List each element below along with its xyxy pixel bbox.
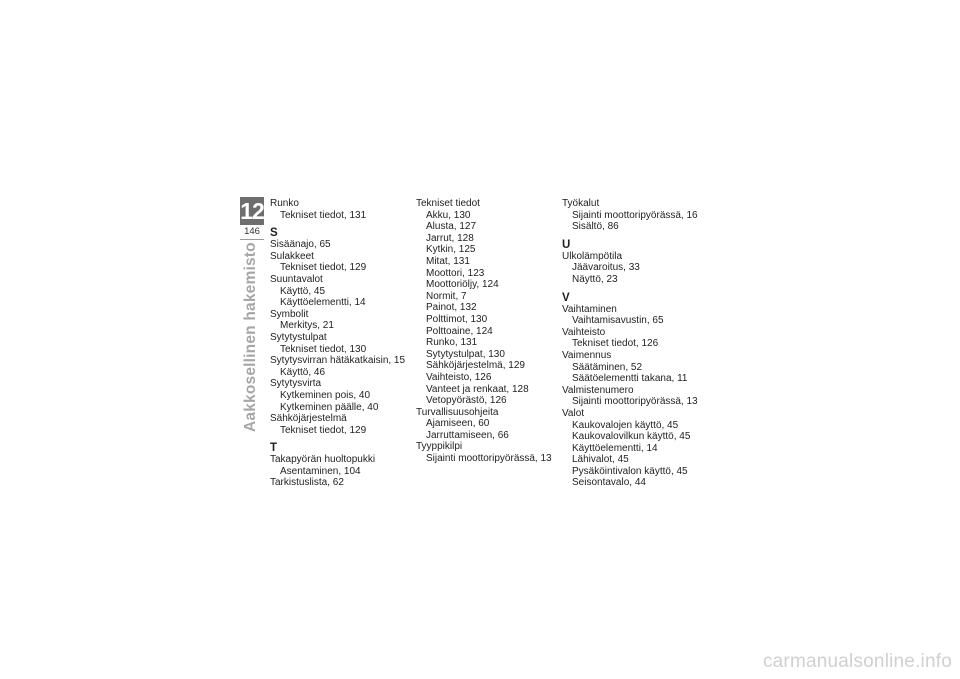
index-subentry: Normit, 7 xyxy=(426,290,467,302)
index-term: Valmistenumero xyxy=(562,384,634,396)
index-subentry: Käyttö, 45 xyxy=(280,285,326,297)
watermark: carmanualsonline.info xyxy=(762,651,952,672)
index-entry xyxy=(270,251,410,274)
index-entry xyxy=(416,198,556,407)
index-term: Tekniset tiedot xyxy=(416,198,480,209)
index-subentry: Jäävaroitus, 33 xyxy=(572,262,640,274)
index-entry xyxy=(416,441,556,464)
index-subentry: Kaukovalojen käyttö, 45 xyxy=(572,419,679,431)
index-subentry: Sijainti moottoripyörässä, 13 xyxy=(572,396,698,408)
chapter-title: Aakkosellinen hakemisto xyxy=(242,242,259,432)
index-term: Tyyppikilpi xyxy=(416,441,463,453)
index-subentry: Kytkeminen päälle, 40 xyxy=(280,401,379,413)
index-term: Työkalut xyxy=(562,198,600,209)
index-subentry: Sisältö, 86 xyxy=(572,221,619,233)
index-letter-heading: U xyxy=(562,238,571,251)
index-subentry: Merkitys, 21 xyxy=(280,320,334,332)
chapter-number: 12 xyxy=(240,198,264,224)
index-subentry: Jarruttamiseen, 66 xyxy=(426,429,509,441)
index-entry xyxy=(562,385,712,408)
index-term: Vaihteisto xyxy=(562,326,606,338)
index-subentry: Sähköjärjestelmä, 129 xyxy=(426,360,525,372)
index-subentry: Tekniset tiedot, 130 xyxy=(280,343,367,355)
index-column-2 xyxy=(416,198,556,465)
index-letter-heading: V xyxy=(562,291,570,304)
index-subentry: Lähivalot, 45 xyxy=(572,454,629,466)
index-entry xyxy=(270,309,410,332)
index-term: Sytytystulpat xyxy=(270,331,327,343)
chapter-title-vertical xyxy=(239,242,263,432)
index-term: Symbolit xyxy=(270,308,309,320)
index-subentry: Tekniset tiedot, 131 xyxy=(280,209,367,221)
index-subentry: Tekniset tiedot, 126 xyxy=(572,338,659,350)
index-entry xyxy=(270,477,410,489)
index-letter-heading: T xyxy=(270,442,278,455)
index-column-1 xyxy=(270,198,410,489)
index-subentry: Asentaminen, 104 xyxy=(280,465,361,477)
index-term: Sähköjärjestelmä xyxy=(270,413,347,425)
index-subentry: Sijainti moottoripyörässä, 16 xyxy=(572,209,698,221)
index-entry xyxy=(270,239,410,251)
index-subentry: Vanteet ja renkaat, 128 xyxy=(426,383,529,395)
index-term: Vaimennus xyxy=(562,349,612,361)
index-term: Sisäänajo, 65 xyxy=(270,239,331,251)
index-subentry: Alusta, 127 xyxy=(426,221,477,233)
index-column-3 xyxy=(562,198,712,489)
index-subentry: Seisontavalo, 44 xyxy=(572,477,646,489)
index-subentry: Näyttö, 23 xyxy=(572,273,618,285)
index-term: Turvallisuusohjeita xyxy=(416,406,499,418)
index-subentry: Vaihteisto, 126 xyxy=(426,371,492,383)
index-term: Sytytysvirran hätäkatkaisin, 15 xyxy=(270,355,406,367)
index-subentry: Säätäminen, 52 xyxy=(572,361,643,373)
index-term: Runko xyxy=(270,198,299,209)
index-subentry: Jarrut, 128 xyxy=(426,232,474,244)
index-term: Sulakkeet xyxy=(270,250,314,262)
index-subentry: Kytkeminen pois, 40 xyxy=(280,389,371,401)
index-subentry: Moottoriöljy, 124 xyxy=(426,279,499,291)
index-subentry: Polttoaine, 124 xyxy=(426,325,493,337)
index-subentry: Sijainti moottoripyörässä, 13 xyxy=(426,453,552,465)
index-subentry: Moottori, 123 xyxy=(426,267,485,279)
index-subentry: Vetopyörästö, 126 xyxy=(426,395,507,407)
index-subentry: Ajamiseen, 60 xyxy=(426,418,490,430)
index-subentry: Vaihtamisavustin, 65 xyxy=(572,315,664,327)
index-subentry: Käyttö, 46 xyxy=(280,366,326,378)
index-entry xyxy=(562,408,712,489)
index-entry xyxy=(270,413,410,436)
index-term: Vaihtaminen xyxy=(562,303,617,315)
index-entry xyxy=(562,251,712,286)
index-entry xyxy=(270,274,410,309)
index-subentry: Polttimot, 130 xyxy=(426,313,488,325)
index-subentry: Pysäköintivalon käyttö, 45 xyxy=(572,465,688,477)
index-entry xyxy=(270,355,410,378)
index-subentry: Kytkin, 125 xyxy=(426,244,476,256)
index-term: Sytytysvirta xyxy=(270,378,322,390)
index-subentry: Tekniset tiedot, 129 xyxy=(280,262,367,274)
index-entry xyxy=(416,407,556,442)
index-term: Valot xyxy=(562,407,585,419)
index-subentry: Käyttöelementti, 14 xyxy=(280,297,366,309)
index-subentry: Käyttöelementti, 14 xyxy=(572,442,658,454)
index-term: Takapyörän huoltopukki xyxy=(270,454,376,466)
chapter-tab xyxy=(240,197,264,240)
index-entry xyxy=(562,198,712,233)
index-term: Suuntavalot xyxy=(270,273,323,285)
page-number: 146 xyxy=(240,225,264,240)
index-term: Tarkistuslista, 62 xyxy=(270,477,344,489)
index-term: Ulkolämpötila xyxy=(562,250,623,262)
index-subentry: Sytytystulpat, 130 xyxy=(426,348,505,360)
index-entry xyxy=(270,198,410,221)
index-subentry: Kaukovalovilkun käyttö, 45 xyxy=(572,431,691,443)
index-letter-heading: S xyxy=(270,227,278,240)
index-subentry: Painot, 132 xyxy=(426,302,477,314)
index-subentry: Akku, 130 xyxy=(426,209,471,221)
index-entry xyxy=(562,327,712,350)
index-entry xyxy=(270,332,410,355)
index-entry xyxy=(270,378,410,413)
index-subentry: Tekniset tiedot, 129 xyxy=(280,424,367,436)
index-subentry: Säätöelementti takana, 11 xyxy=(572,373,688,385)
index-subentry: Runko, 131 xyxy=(426,337,478,349)
index-entry xyxy=(562,304,712,327)
index-subentry: Mitat, 131 xyxy=(426,255,470,267)
index-entry xyxy=(562,350,712,385)
index-entry xyxy=(270,454,410,477)
